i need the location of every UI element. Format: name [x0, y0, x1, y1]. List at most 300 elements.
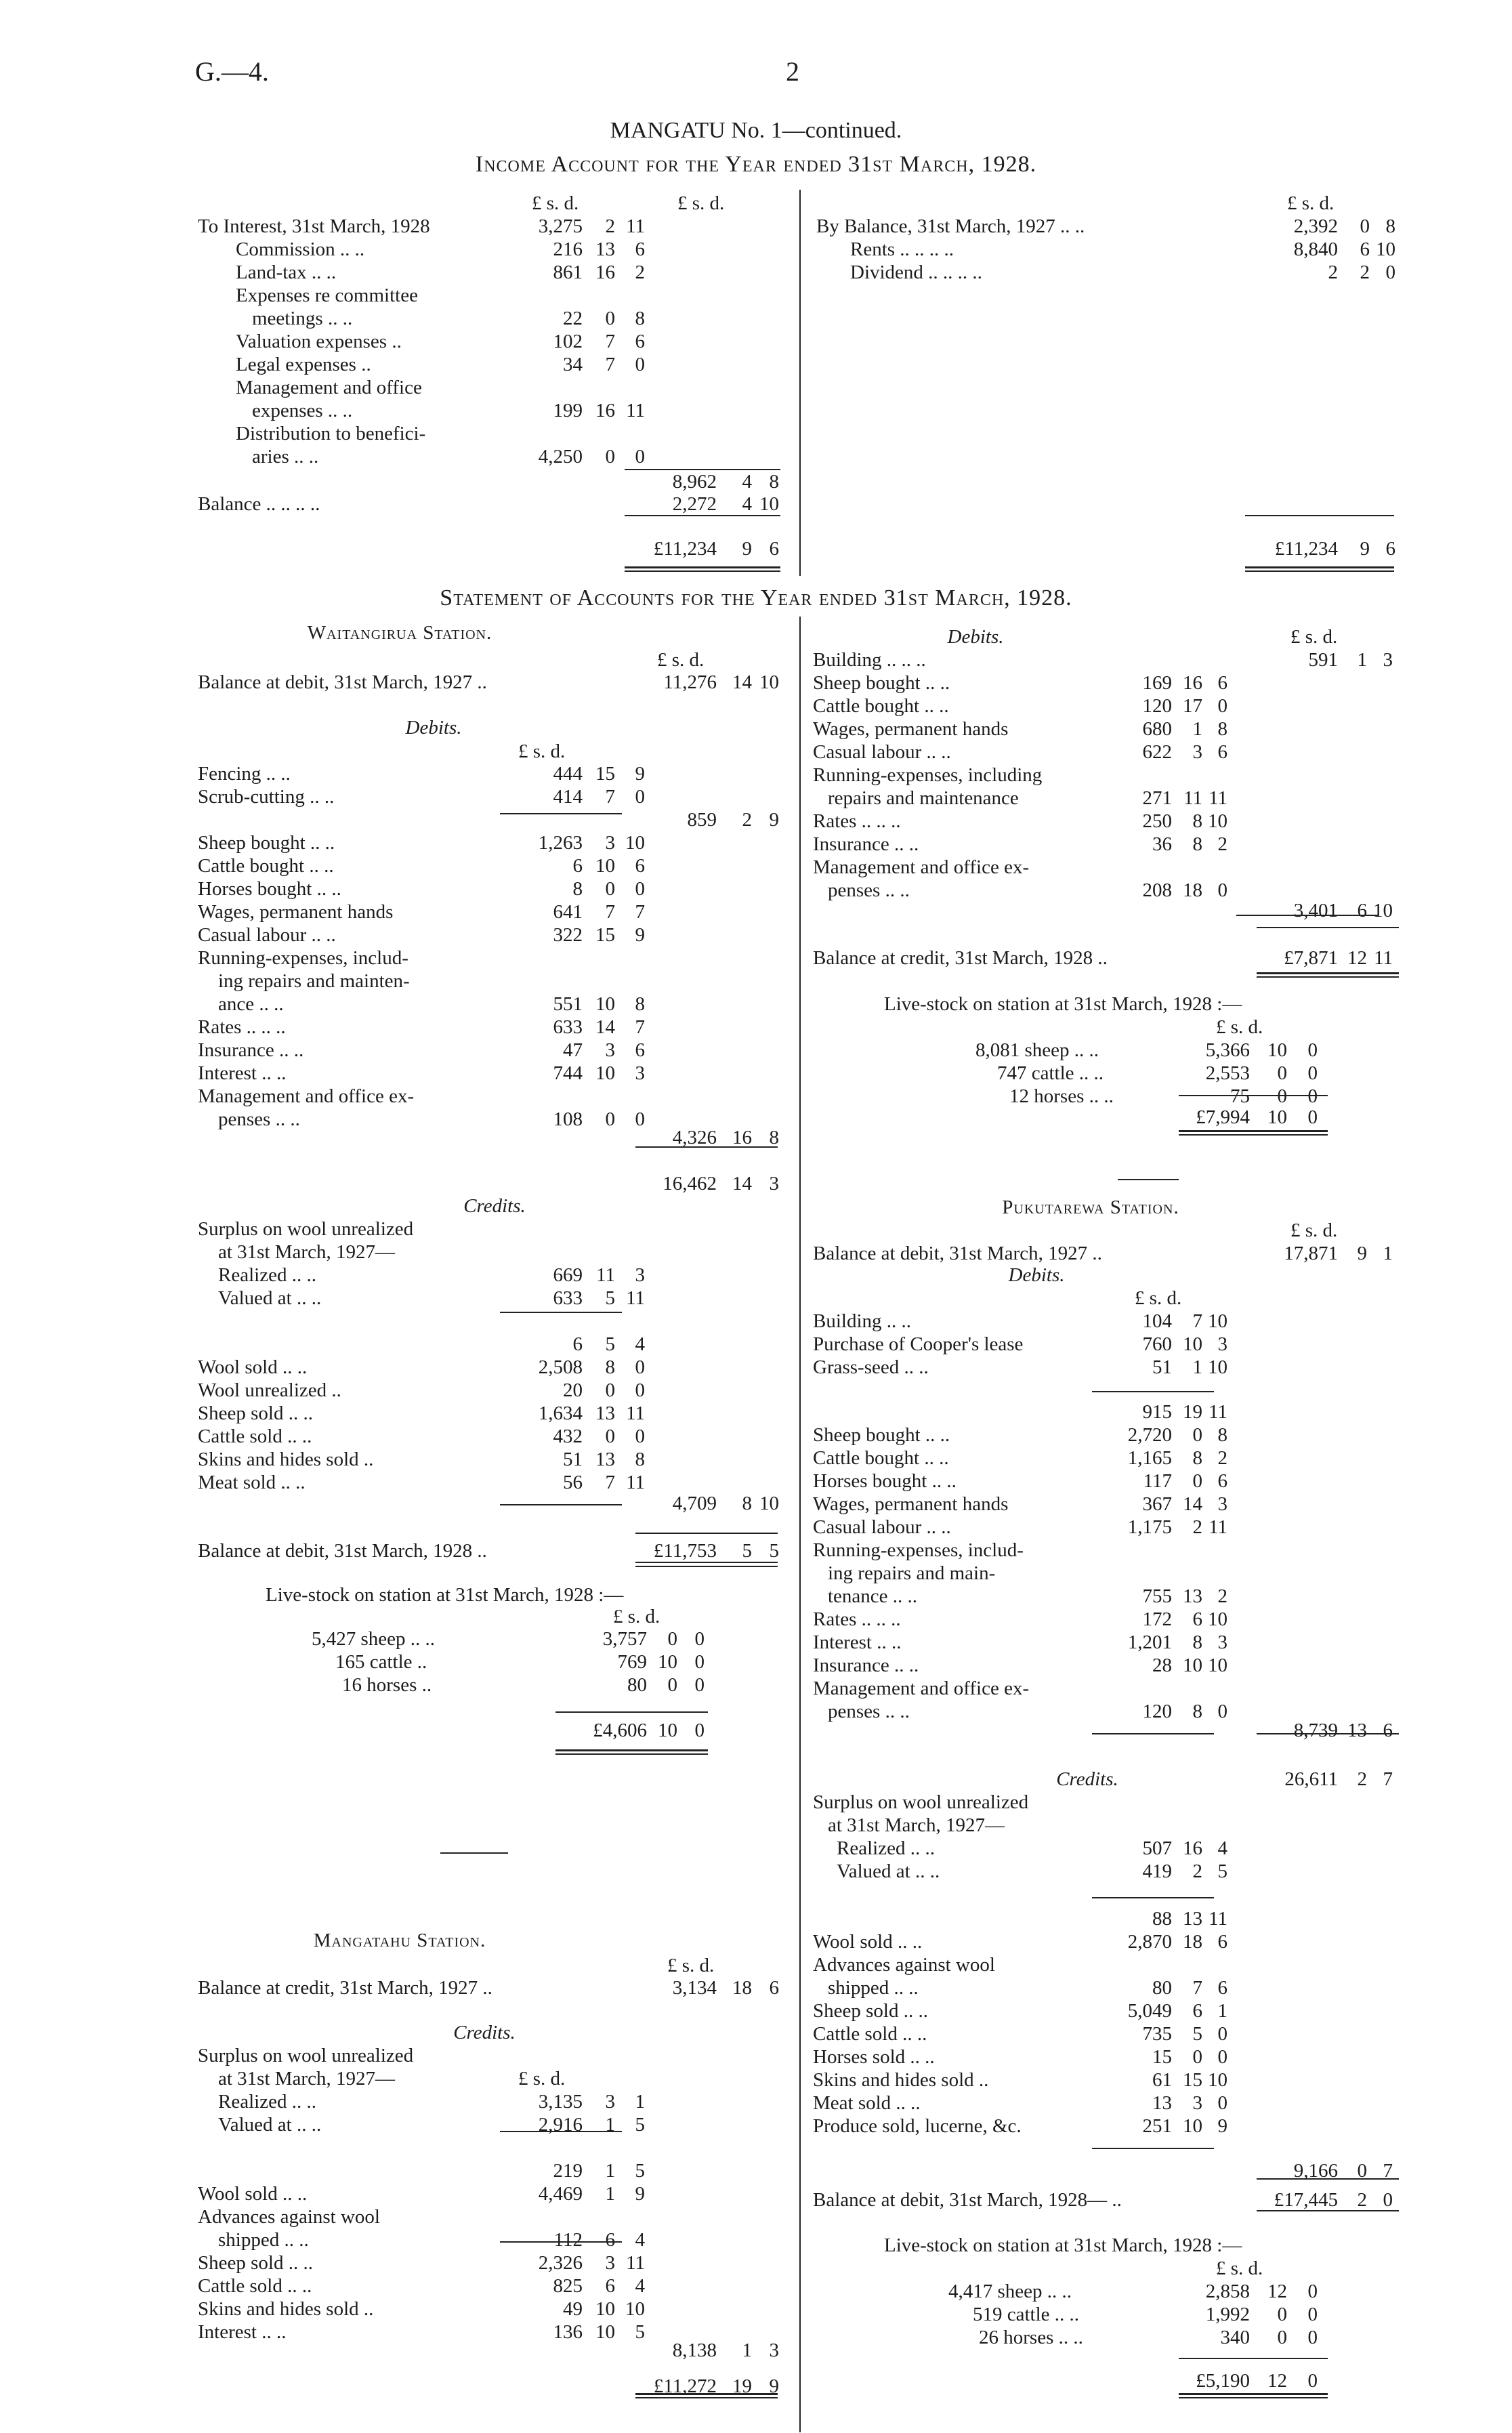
amount-pence: 0 [635, 354, 645, 375]
livestock-title: Live-stock on station at 31st March, 1928 :— [884, 993, 1242, 1015]
amount-pounds: 61 [1152, 2069, 1172, 2091]
amount-pence: 5 [635, 2321, 645, 2343]
line-label: Valued at .. .. [218, 1287, 322, 1309]
amount-pounds: 11,276 [663, 671, 717, 693]
amount-shillings: 0 [605, 1379, 615, 1401]
amount-pounds: 102 [553, 331, 583, 352]
amount-pence: 0 [1217, 2092, 1227, 2114]
lsd-header: £ s. d. [1216, 1016, 1263, 1038]
amount-shillings: 0 [1192, 1424, 1202, 1446]
amount-pounds: 8,962 [672, 471, 717, 493]
amount-shillings: 16 [595, 262, 615, 283]
amount-pounds: £4,606 [593, 1720, 647, 1741]
line-label: Balance at credit, 31st March, 1927 .. [198, 1977, 492, 1999]
line-label: Realized .. .. [218, 2091, 316, 2113]
amount-pence: 2 [1217, 1447, 1227, 1469]
amount-pounds: 51 [563, 1449, 583, 1470]
amount-shillings: 4 [742, 493, 752, 515]
line-label: penses .. .. [828, 1701, 910, 1722]
amount-pence: 8 [769, 1127, 779, 1148]
line-label: Horses sold .. .. [813, 2046, 935, 2068]
amount-shillings: 10 [1183, 2115, 1202, 2137]
amount-shillings: 7 [1192, 1977, 1202, 1999]
amount-pounds: 2,508 [538, 1356, 583, 1378]
amount-shillings: 3 [1192, 2092, 1202, 2114]
line-label: Balance at debit, 31st March, 1928— .. [813, 2189, 1122, 2211]
lsd-header: £ s. d. [613, 1606, 660, 1627]
line-label: Meat sold .. .. [813, 2092, 921, 2114]
line-label: 519 cattle .. .. [973, 2304, 1080, 2325]
amount-pounds: 169 [1142, 672, 1172, 694]
amount-pence: 11 [1374, 947, 1393, 969]
amount-pence: 1 [1383, 1243, 1393, 1264]
amount-pounds: 250 [1142, 810, 1172, 832]
amount-pounds: 136 [553, 2321, 583, 2343]
amount-shillings: 16 [732, 1127, 752, 1148]
amount-shillings: 16 [595, 400, 615, 421]
amount-shillings: 2 [1360, 262, 1370, 283]
line-label: Sheep sold .. .. [198, 2252, 313, 2274]
line-label: Management and office ex- [198, 1085, 415, 1107]
line-label: Management and office ex- [813, 856, 1030, 878]
amount-shillings: 19 [732, 2375, 752, 2397]
amount-pounds: 108 [553, 1108, 583, 1130]
amount-pence: 3 [769, 2340, 779, 2361]
section-title: Mangatahu Station. [313, 1930, 486, 1951]
amount-pounds: 2,326 [538, 2252, 583, 2274]
livestock-title: Live-stock on station at 31st March, 1928 :— [884, 2234, 1242, 2256]
line-label: Surplus on wool unrealized [198, 2045, 414, 2066]
amount-pounds: 3,275 [538, 215, 583, 237]
line-label: Rates .. .. .. [813, 1608, 901, 1630]
amount-pence: 0 [1307, 1106, 1318, 1128]
amount-pounds: 112 [553, 2229, 583, 2251]
line-label: Surplus on wool unrealized [813, 1791, 1029, 1813]
line-label: Running-expenses, including [813, 764, 1043, 786]
lsd-header: £ s. d. [1135, 1287, 1182, 1309]
credits-label: Credits. [463, 1195, 526, 1217]
amount-shillings: 0 [1360, 215, 1370, 237]
line-label: Balance at credit, 31st March, 1928 .. [813, 947, 1108, 969]
amount-pence: 0 [1217, 879, 1227, 901]
amount-pounds: 4,326 [672, 1127, 717, 1148]
line-label: Management and office [236, 377, 422, 398]
line-label: Valuation expenses .. [236, 331, 402, 352]
line-label: Surplus on wool unrealized [198, 1218, 414, 1240]
line-label: Sheep bought .. .. [198, 832, 335, 854]
line-label: Casual labour .. .. [198, 924, 336, 946]
amount-pounds: 219 [553, 2160, 583, 2182]
amount-pounds: 669 [553, 1264, 583, 1286]
amount-pence: 10 [1208, 1356, 1227, 1378]
amount-pence: 8 [635, 308, 645, 329]
line-label: tenance .. .. [828, 1585, 918, 1607]
amount-pounds: £7,994 [1196, 1106, 1250, 1128]
amount-shillings: 12 [1267, 2370, 1287, 2392]
amount-pence: 0 [1307, 2281, 1318, 2302]
amount-pence: 0 [635, 786, 645, 808]
line-label: 26 horses .. .. [979, 2327, 1083, 2348]
line-label: To Interest, 31st March, 1928 [198, 215, 430, 237]
amount-shillings: 1 [1357, 649, 1367, 671]
amount-pence: 0 [1217, 2046, 1227, 2068]
amount-shillings: 3 [605, 832, 615, 854]
line-label: Interest .. .. [198, 1062, 287, 1084]
amount-shillings: 7 [605, 1472, 615, 1493]
amount-pounds: 1,263 [538, 832, 583, 854]
amount-shillings: 1 [605, 2114, 615, 2136]
amount-pounds: 2,272 [672, 493, 717, 515]
line-label: Advances against wool [198, 2206, 380, 2228]
amount-pounds: 120 [1142, 1701, 1172, 1722]
line-label: Produce sold, lucerne, &c. [813, 2115, 1022, 2137]
amount-pence: 2 [635, 262, 645, 283]
amount-pounds: 4,709 [672, 1493, 717, 1514]
amount-shillings: 2 [1192, 1516, 1202, 1538]
section-title: Pukutarewa Station. [1002, 1197, 1179, 1218]
amount-shillings: 2 [1192, 1860, 1202, 1882]
amount-shillings: 2 [1357, 2189, 1367, 2211]
amount-shillings: 10 [595, 1062, 615, 1084]
amount-pounds: 80 [1152, 1977, 1172, 1999]
amount-shillings: 17 [1183, 695, 1202, 717]
line-label: Wool unrealized .. [198, 1379, 341, 1401]
amount-shillings: 13 [1183, 1908, 1202, 1930]
amount-shillings: 8 [1192, 833, 1202, 855]
amount-pounds: 2,870 [1127, 1931, 1172, 1953]
lsd-header: £ s. d. [1216, 2258, 1263, 2279]
amount-shillings: 19 [1183, 1401, 1202, 1423]
amount-pence: 0 [1307, 1085, 1318, 1107]
amount-pence: 0 [694, 1674, 705, 1696]
amount-pounds: 2 [1328, 262, 1338, 283]
line-label: ance .. .. [218, 993, 284, 1015]
amount-pence: 4 [635, 2229, 645, 2251]
amount-pence: 0 [635, 878, 645, 900]
amount-shillings: 11 [596, 1264, 615, 1286]
amount-pence: 0 [635, 1379, 645, 1401]
amount-pounds: 80 [627, 1674, 647, 1696]
debits-label: Debits. [1008, 1264, 1065, 1286]
amount-shillings: 10 [1267, 1039, 1287, 1061]
line-label: Sheep sold .. .. [813, 2000, 928, 2022]
amount-pence: 8 [1385, 215, 1395, 237]
line-label: 4,417 sheep .. .. [948, 2281, 1072, 2302]
amount-pence: 0 [1217, 1701, 1227, 1722]
amount-pence: 10 [625, 832, 645, 854]
amount-pence: 0 [694, 1720, 705, 1741]
amount-pounds: 755 [1142, 1585, 1172, 1607]
amount-shillings: 6 [1357, 900, 1367, 921]
amount-pounds: 13 [1152, 2092, 1172, 2114]
line-label: Meat sold .. .. [198, 1472, 306, 1493]
amount-shillings: 10 [1183, 1333, 1202, 1355]
amount-pounds: 591 [1308, 649, 1338, 671]
amount-shillings: 0 [667, 1628, 677, 1650]
line-label: 8,081 sheep .. .. [975, 1039, 1099, 1061]
amount-pounds: 641 [553, 901, 583, 923]
line-label: Legal expenses .. [236, 354, 371, 375]
amount-shillings: 10 [1183, 1655, 1202, 1676]
amount-shillings: 13 [1183, 1585, 1202, 1607]
amount-pence: 7 [635, 1016, 645, 1038]
line-label: Fencing .. .. [198, 763, 291, 785]
amount-pounds: 769 [617, 1651, 647, 1673]
amount-pounds: 1,201 [1127, 1631, 1172, 1653]
amount-pence: 6 [1383, 1720, 1393, 1741]
amount-pounds: 9,166 [1293, 2160, 1338, 2182]
amount-shillings: 1 [1192, 1356, 1202, 1378]
amount-pence: 11 [1209, 1401, 1227, 1423]
amount-pence: 5 [635, 2160, 645, 2182]
line-label: 165 cattle .. [335, 1651, 427, 1673]
line-label: Wages, permanent hands [813, 1493, 1009, 1515]
amount-pence: 2 [1217, 833, 1227, 855]
amount-shillings: 0 [605, 878, 615, 900]
amount-shillings: 0 [1277, 2327, 1287, 2348]
amount-pence: 10 [1208, 810, 1227, 832]
line-label: 16 horses .. [342, 1674, 432, 1696]
amount-shillings: 2 [742, 809, 752, 831]
amount-shillings: 9 [1357, 1243, 1367, 1264]
amount-shillings: 5 [605, 1333, 615, 1355]
amount-pence: 8 [635, 993, 645, 1015]
line-label: Balance at debit, 31st March, 1927 .. [198, 671, 487, 693]
amount-pounds: 1,175 [1127, 1516, 1172, 1538]
amount-shillings: 5 [605, 1287, 615, 1309]
line-label: aries .. .. [252, 446, 319, 467]
line-label: Balance at debit, 31st March, 1927 .. [813, 1243, 1102, 1264]
line-label: Realized .. .. [837, 1837, 935, 1859]
line-label: Horses bought .. .. [813, 1470, 957, 1492]
line-label: Horses bought .. .. [198, 878, 341, 900]
amount-pence: 11 [626, 2252, 645, 2274]
amount-pounds: 760 [1142, 1333, 1172, 1355]
amount-pounds: 432 [553, 1426, 583, 1447]
amount-pounds: 340 [1220, 2327, 1250, 2348]
amount-shillings: 0 [1192, 2046, 1202, 2068]
line-label: Expenses re committee [236, 285, 418, 306]
amount-pounds: 2,392 [1293, 215, 1338, 237]
amount-shillings: 0 [605, 446, 615, 467]
amount-pence: 5 [1217, 1860, 1227, 1882]
amount-pence: 6 [635, 238, 645, 260]
amount-shillings: 2 [605, 215, 615, 237]
amount-pence: 10 [1208, 2069, 1227, 2091]
amount-shillings: 8 [1192, 810, 1202, 832]
amount-shillings: 12 [1347, 947, 1367, 969]
amount-pounds: 120 [1142, 695, 1172, 717]
line-label: Valued at .. .. [837, 1860, 940, 1882]
amount-pence: 6 [1217, 1931, 1227, 1953]
amount-pence: 0 [635, 446, 645, 467]
amount-shillings: 0 [1277, 1062, 1287, 1084]
amount-shillings: 1 [605, 2183, 615, 2205]
line-label: at 31st March, 1927— [218, 2068, 395, 2089]
line-label: penses .. .. [828, 879, 910, 901]
amount-pounds: 16,462 [663, 1173, 717, 1194]
amount-pounds: 1,992 [1205, 2304, 1250, 2325]
line-label: Running-expenses, includ- [813, 1539, 1024, 1561]
amount-pounds: 8,840 [1293, 238, 1338, 260]
amount-pence: 6 [635, 855, 645, 877]
amount-pounds: 551 [553, 993, 583, 1015]
amount-shillings: 8 [605, 1356, 615, 1378]
amount-shillings: 5 [742, 1540, 752, 1562]
amount-pounds: £17,445 [1274, 2189, 1338, 2211]
lsd-header: £ s. d. [667, 1955, 715, 1976]
line-label: Building .. .. [813, 1310, 912, 1332]
line-label: penses .. .. [218, 1108, 300, 1130]
amount-shillings: 13 [595, 1449, 615, 1470]
amount-pence: 0 [1307, 1039, 1318, 1061]
line-label: Insurance .. .. [198, 1039, 304, 1061]
amount-shillings: 0 [1357, 2160, 1367, 2182]
amount-shillings: 10 [595, 2298, 615, 2320]
line-label: Purchase of Cooper's lease [813, 1333, 1024, 1355]
line-label: Skins and hides sold .. [198, 1449, 374, 1470]
amount-pence: 3 [769, 1173, 779, 1194]
amount-pounds: 735 [1142, 2023, 1172, 2045]
lsd-header: £ s. d. [1290, 626, 1338, 648]
amount-pounds: 859 [687, 809, 717, 831]
line-label: Insurance .. .. [813, 833, 919, 855]
amount-shillings: 3 [1192, 741, 1202, 763]
page-code: G.—4. [195, 56, 269, 87]
income-title: Income Account for the Year ended 31st March, 1928. [475, 152, 1037, 177]
line-label: Insurance .. .. [813, 1655, 919, 1676]
amount-pounds: 825 [553, 2275, 583, 2297]
amount-shillings: 2 [1357, 1768, 1367, 1790]
amount-shillings: 14 [595, 1016, 615, 1038]
amount-shillings: 15 [595, 924, 615, 946]
amount-pence: 11 [626, 400, 645, 421]
line-label: Advances against wool [813, 1954, 995, 1976]
line-label: Distribution to benefici- [236, 423, 426, 444]
amount-pounds: 75 [1230, 1085, 1250, 1107]
amount-shillings: 3 [605, 2091, 615, 2113]
amount-pounds: 216 [553, 238, 583, 260]
amount-shillings: 0 [605, 1108, 615, 1130]
statement-title: Statement of Accounts for the Year ended 31st March, 1928. [440, 585, 1072, 610]
section-title: Waitangirua Station. [307, 622, 492, 644]
amount-pence: 10 [1208, 1655, 1227, 1676]
amount-pence: 9 [1217, 2115, 1227, 2137]
line-label: Wool sold .. .. [813, 1931, 923, 1953]
line-label: By Balance, 31st March, 1927 .. .. [816, 215, 1085, 237]
amount-pounds: 15 [1152, 2046, 1172, 2068]
line-label: repairs and maintenance [828, 787, 1019, 809]
amount-shillings: 0 [667, 1674, 677, 1696]
amount-pounds: 3,134 [672, 1977, 717, 1999]
amount-shillings: 1 [1192, 718, 1202, 740]
amount-shillings: 16 [1183, 1837, 1202, 1859]
amount-shillings: 16 [1183, 672, 1202, 694]
amount-pence: 9 [635, 924, 645, 946]
amount-pence: 11 [1209, 1516, 1227, 1538]
amount-pounds: 322 [553, 924, 583, 946]
amount-pence: 7 [1383, 1768, 1393, 1790]
amount-pounds: 88 [1152, 1908, 1172, 1930]
amount-pounds: 444 [553, 763, 583, 785]
line-label: Sheep bought .. .. [813, 672, 950, 694]
amount-pence: 7 [1383, 2160, 1393, 2182]
amount-shillings: 0 [1192, 1470, 1202, 1492]
amount-pence: 8 [1217, 1424, 1227, 1446]
amount-pence: 0 [694, 1628, 705, 1650]
amount-shillings: 9 [1360, 538, 1370, 560]
amount-pence: 1 [1217, 2000, 1227, 2022]
line-label: Casual labour .. .. [813, 741, 951, 763]
amount-pounds: 28 [1152, 1655, 1172, 1676]
line-label: Land-tax .. .. [236, 262, 337, 283]
amount-pence: 0 [635, 1356, 645, 1378]
amount-pence: 6 [1217, 1977, 1227, 1999]
lsd-header: £ s. d. [1290, 1220, 1338, 1241]
amount-shillings: 7 [605, 901, 615, 923]
amount-pounds: 36 [1152, 833, 1172, 855]
amount-pence: 0 [1307, 2327, 1318, 2348]
amount-shillings: 18 [1183, 879, 1202, 901]
line-label: Cattle sold .. .. [198, 1426, 312, 1447]
amount-pence: 5 [635, 2114, 645, 2136]
lsd-header: £ s. d. [518, 2068, 566, 2089]
lsd-header: £ s. d. [657, 649, 705, 671]
amount-pounds: 22 [563, 308, 583, 329]
line-label: Sheep sold .. .. [198, 1402, 313, 1424]
amount-pounds: £11,234 [653, 538, 717, 560]
line-label: Casual labour .. .. [813, 1516, 951, 1538]
amount-pence: 4 [635, 2275, 645, 2297]
amount-pounds: 861 [553, 262, 583, 283]
amount-pence: 6 [635, 1039, 645, 1061]
line-label: Management and office ex- [813, 1678, 1030, 1699]
amount-pounds: 622 [1142, 741, 1172, 763]
line-label: 747 cattle .. .. [997, 1062, 1104, 1084]
line-label: shipped .. .. [828, 1977, 919, 1999]
amount-pence: 5 [769, 1540, 779, 1562]
amount-pence: 9 [635, 763, 645, 785]
amount-pence: 0 [1307, 2370, 1318, 2392]
line-label: Rents .. .. .. .. [850, 238, 954, 260]
amount-pounds: 2,720 [1127, 1424, 1172, 1446]
line-label: expenses .. .. [252, 400, 353, 421]
amount-pounds: 6 [572, 1333, 583, 1355]
amount-pounds: 17,871 [1284, 1243, 1338, 1264]
amount-pounds: 5,049 [1127, 2000, 1172, 2022]
amount-pounds: 56 [563, 1472, 583, 1493]
line-label: Realized .. .. [218, 1264, 316, 1286]
amount-pence: 10 [1208, 1608, 1227, 1630]
amount-pounds: 8,138 [672, 2340, 717, 2361]
line-label: Cattle sold .. .. [198, 2275, 312, 2297]
line-label: Wool sold .. .. [198, 2183, 308, 2205]
amount-pence: 6 [635, 331, 645, 352]
line-label: Wages, permanent hands [813, 718, 1009, 740]
amount-pence: 0 [635, 1426, 645, 1447]
amount-shillings: 6 [1192, 2000, 1202, 2022]
amount-pence: 11 [1209, 1908, 1227, 1930]
amount-shillings: 13 [595, 1402, 615, 1424]
amount-pounds: 208 [1142, 879, 1172, 901]
amount-pence: 3 [1383, 649, 1393, 671]
amount-pence: 9 [769, 2375, 779, 2397]
amount-pounds: 680 [1142, 718, 1172, 740]
line-label: Running-expenses, includ- [198, 947, 408, 969]
amount-pounds: 8,739 [1293, 1720, 1338, 1741]
line-label: meetings .. .. [252, 308, 353, 329]
amount-pence: 0 [694, 1651, 705, 1673]
